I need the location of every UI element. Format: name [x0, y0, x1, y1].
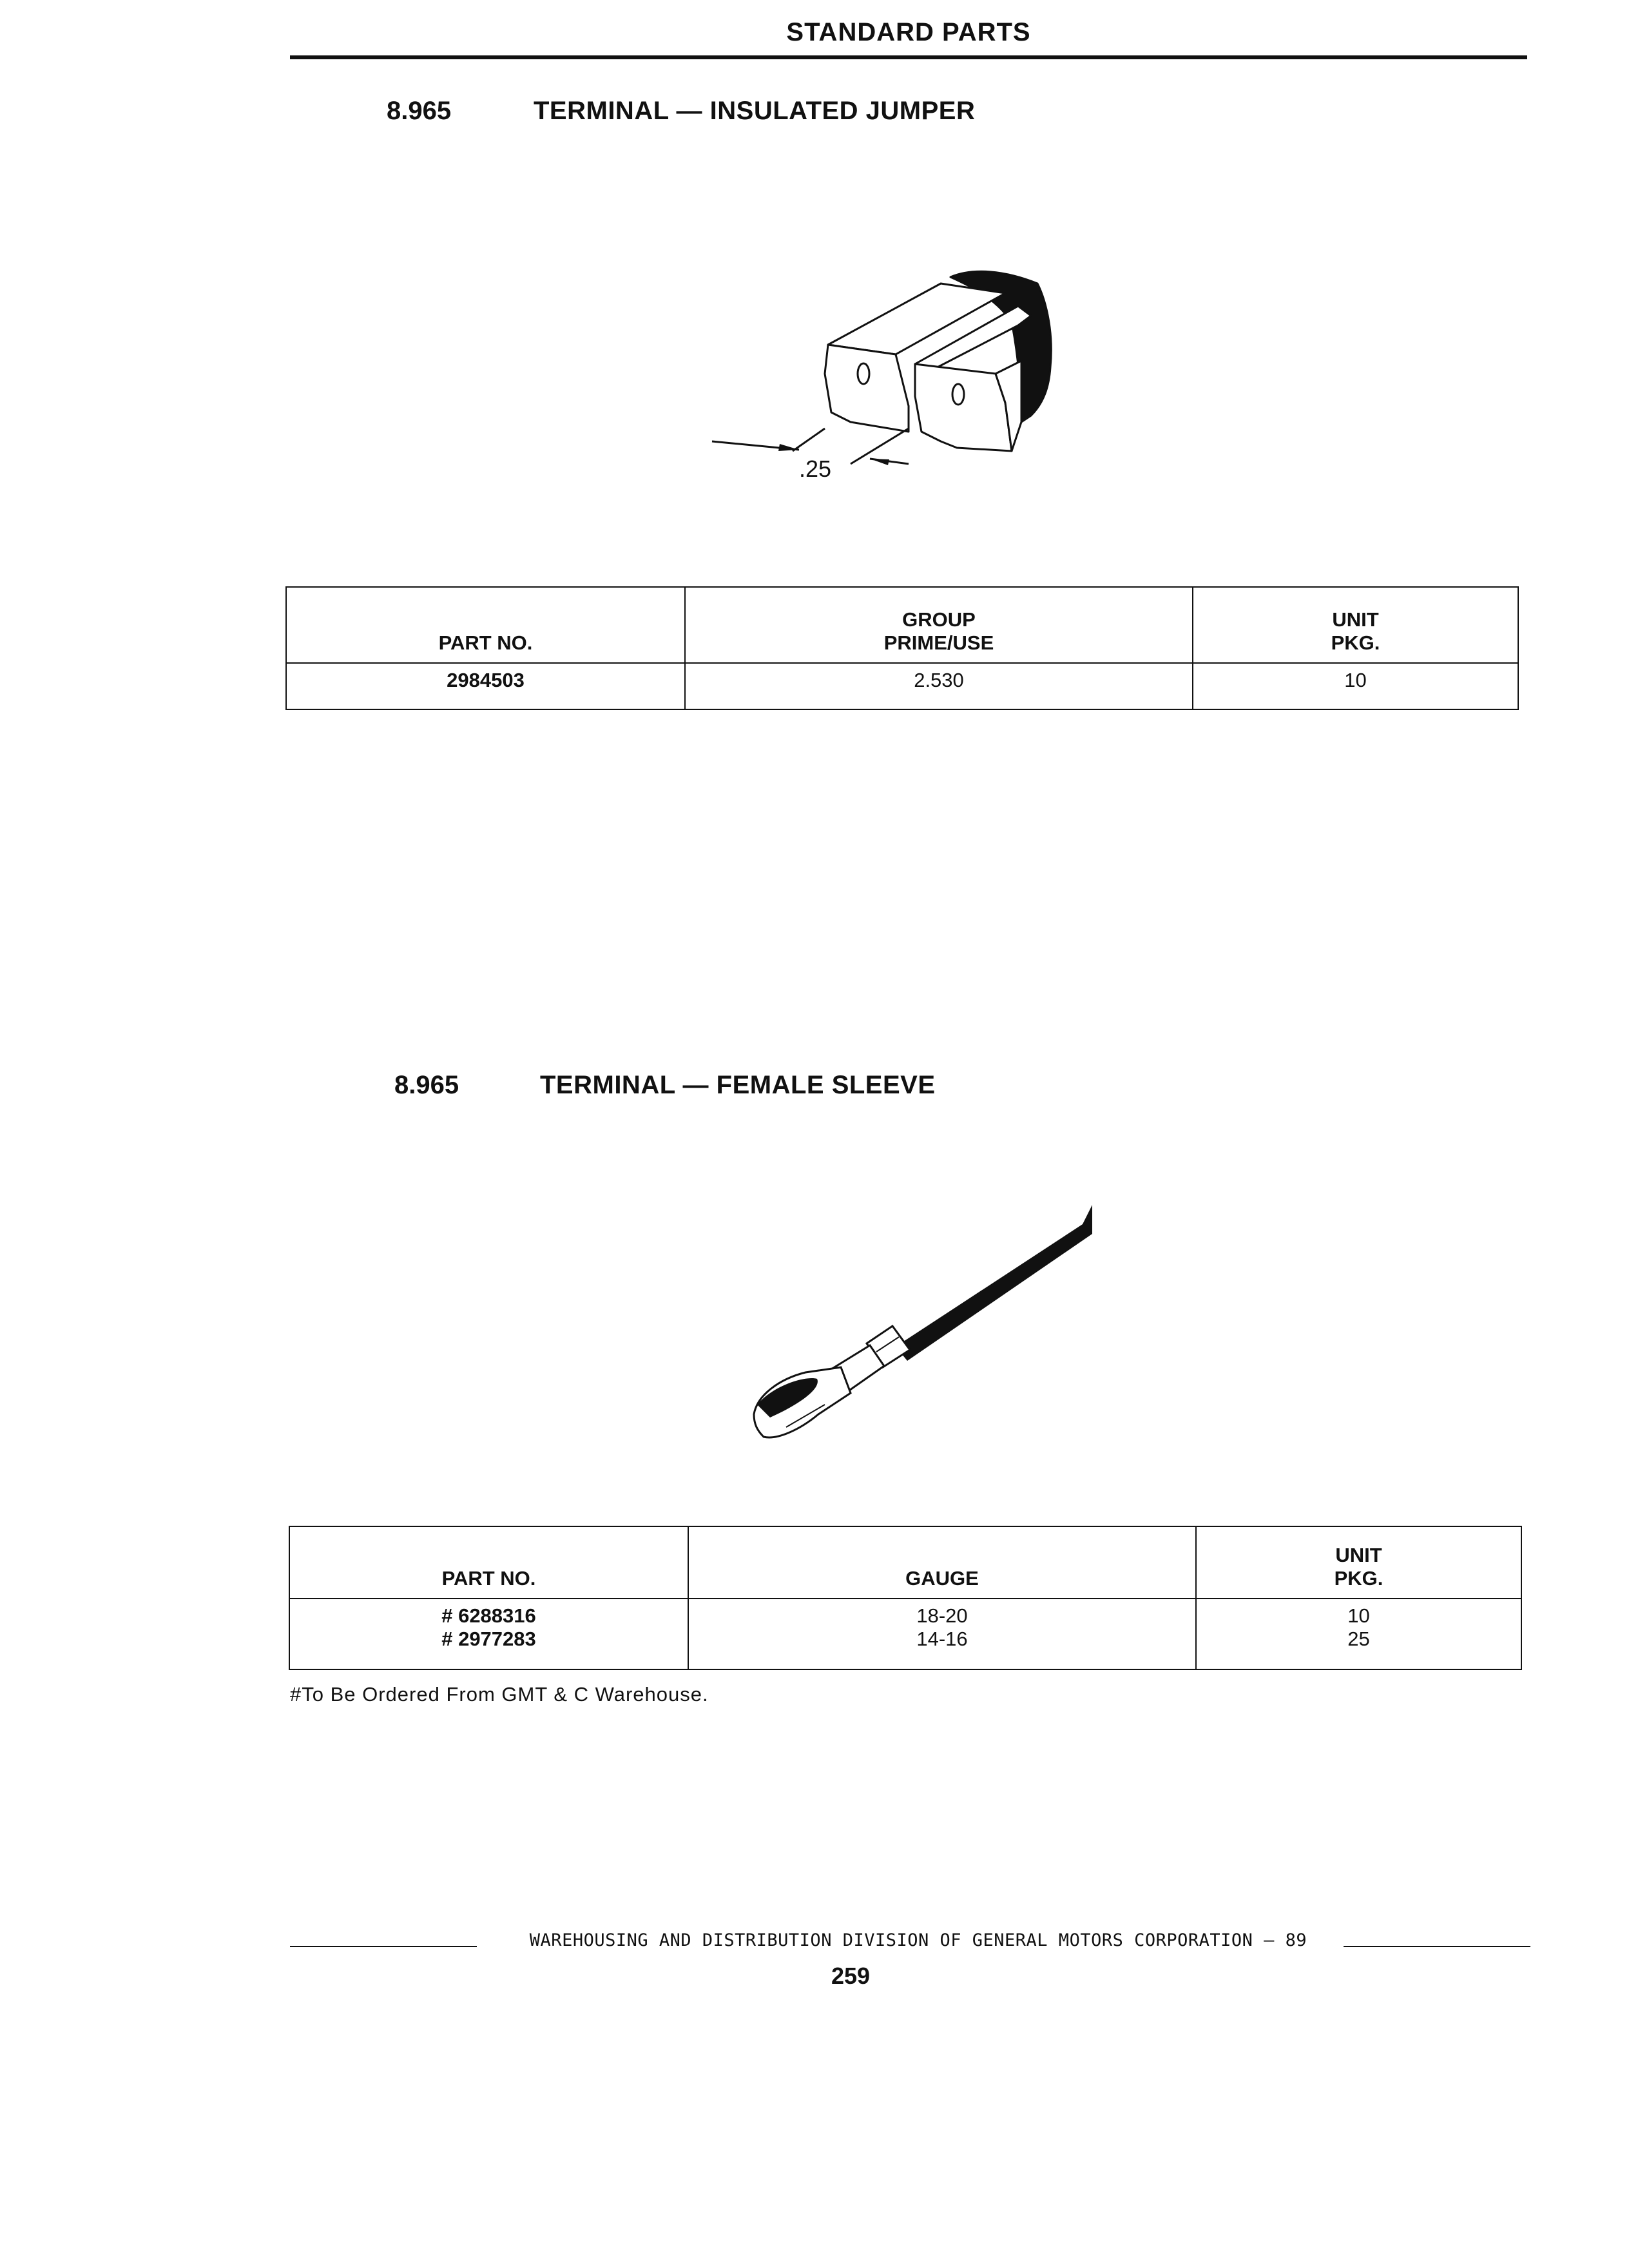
- footer-rule-left: [290, 1946, 477, 1947]
- female-sleeve-table: [289, 1526, 1522, 1670]
- table-row: [289, 1599, 1521, 1669]
- table-header-row: [286, 587, 1518, 663]
- page-number: 259: [831, 1963, 871, 1989]
- part-number-cell: 2984503: [286, 663, 685, 709]
- insulated-jumper-terminal-illustration: [696, 258, 1083, 503]
- section-1-title: TERMINAL — INSULATED JUMPER: [534, 97, 976, 125]
- group-prime-use-cell: 2.530: [685, 663, 1193, 709]
- dimension-label: .25: [799, 456, 832, 482]
- col-header-group-prime-use: GROUP PRIME/USE: [685, 587, 1193, 663]
- section-2-title: TERMINAL — FEMALE SLEEVE: [540, 1071, 936, 1099]
- col-header-unit-pkg: UNIT PKG.: [1196, 1526, 1521, 1599]
- col-header-part-no: PART NO.: [289, 1526, 688, 1599]
- blade-hole-icon: [952, 384, 964, 405]
- footnote: #To Be Ordered From GMT & C Warehouse.: [290, 1683, 709, 1706]
- blade-hole-icon: [858, 363, 869, 384]
- table-header-row: [289, 1526, 1521, 1599]
- running-header: STANDARD PARTS: [786, 18, 1031, 46]
- female-sleeve-terminal-illustration: [741, 1192, 1102, 1450]
- unit-pkg-cell: 10: [1193, 663, 1518, 709]
- footer-text: WAREHOUSING AND DISTRIBUTION DIVISION OF GENERAL MOTORS CORPORATION — 89: [529, 1930, 1307, 1950]
- section-2-number: 8.965: [394, 1071, 459, 1099]
- col-header-part-no: PART NO.: [286, 587, 685, 663]
- table-row: [286, 663, 1518, 709]
- col-header-unit-pkg: UNIT PKG.: [1193, 587, 1518, 663]
- section-1-number: 8.965: [387, 97, 452, 125]
- col-header-gauge: GAUGE: [688, 1526, 1196, 1599]
- insulated-jumper-table: [285, 586, 1519, 710]
- part-number-cell: # 6288316 # 2977283: [289, 1599, 688, 1669]
- header-rule: [290, 55, 1527, 59]
- footer-rule-right: [1344, 1946, 1530, 1947]
- gauge-cell: 18-20 14-16: [688, 1599, 1196, 1669]
- unit-pkg-cell: 10 25: [1196, 1599, 1521, 1669]
